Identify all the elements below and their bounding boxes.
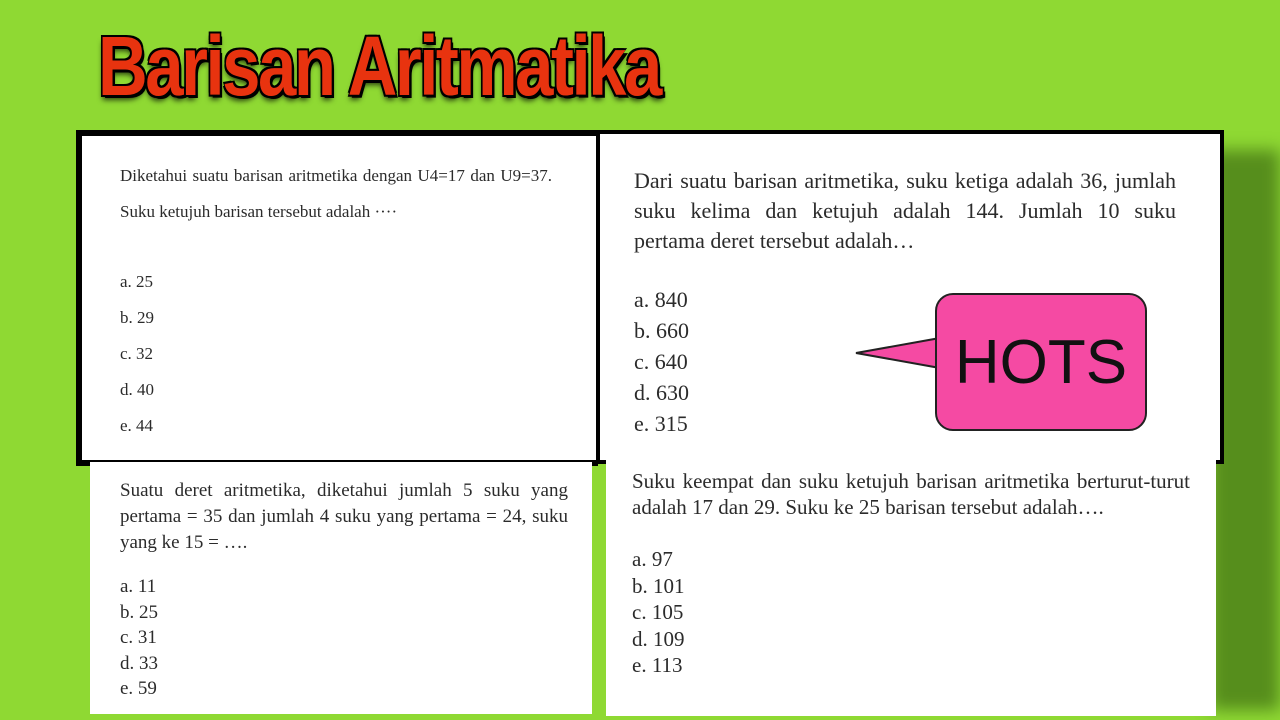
option-4b: b. 101 <box>632 573 685 598</box>
question-text-2: Dari suatu barisan aritmetika, suku ketiga adalah 36, jumlah suku kelima dan ketujuh adalah 144. Jumlah 10 suku pertama deret tersebut adalah… <box>634 168 1176 253</box>
option-2c: c. 640 <box>634 349 688 374</box>
problem-card-4 <box>606 458 1216 716</box>
option-2a: a. 840 <box>634 287 688 312</box>
option-1b: b. 29 <box>120 308 154 327</box>
option-3a: a. 11 <box>120 576 157 597</box>
option-1a: a. 25 <box>120 272 154 291</box>
option-3c: c. 31 <box>120 627 157 648</box>
option-4c: c. 105 <box>632 600 684 624</box>
options-list-2 <box>634 284 689 439</box>
option-3d: d. 33 <box>120 652 158 674</box>
page-title: Barisan Aritmatika <box>98 19 660 113</box>
option-2b: b. 660 <box>634 318 689 343</box>
option-4e: e. 113 <box>632 653 683 677</box>
question-text-3: Suatu deret aritmetika, diketahui jumlah 5 suku yang pertama = 35 dan jumlah 4 suku yang pertama = 24, suku yang ke 15 = …. <box>120 480 568 553</box>
problem-card-3 <box>90 462 592 714</box>
option-1c: c. 32 <box>120 344 154 363</box>
options-list-3 <box>120 574 158 702</box>
question-text-1: Diketahui suatu barisan aritmetika dengan U4=17 dan U9=37. Suku ketujuh barisan tersebut adalah ···· <box>120 166 552 221</box>
option-3b: b. 25 <box>120 601 158 623</box>
option-4d: d. 109 <box>632 626 685 651</box>
option-2d: d. 630 <box>634 380 689 405</box>
option-4a: a. 97 <box>632 547 673 571</box>
option-2e: e. 315 <box>634 411 688 436</box>
hots-badge: HOTS <box>935 293 1147 431</box>
options-list-1 <box>120 264 154 444</box>
option-1e: e. 44 <box>120 416 154 435</box>
options-list-4 <box>632 546 685 679</box>
option-3e: e. 59 <box>120 678 157 699</box>
question-text-4: Suku keempat dan suku ketujuh barisan aritmetika berturut-turut adalah 17 dan 29. Suku ke 25 barisan tersebut adalah…. <box>632 469 1190 519</box>
option-1d: d. 40 <box>120 380 154 399</box>
problem-card-1 <box>76 130 598 466</box>
speech-bubble-tail <box>850 334 942 374</box>
